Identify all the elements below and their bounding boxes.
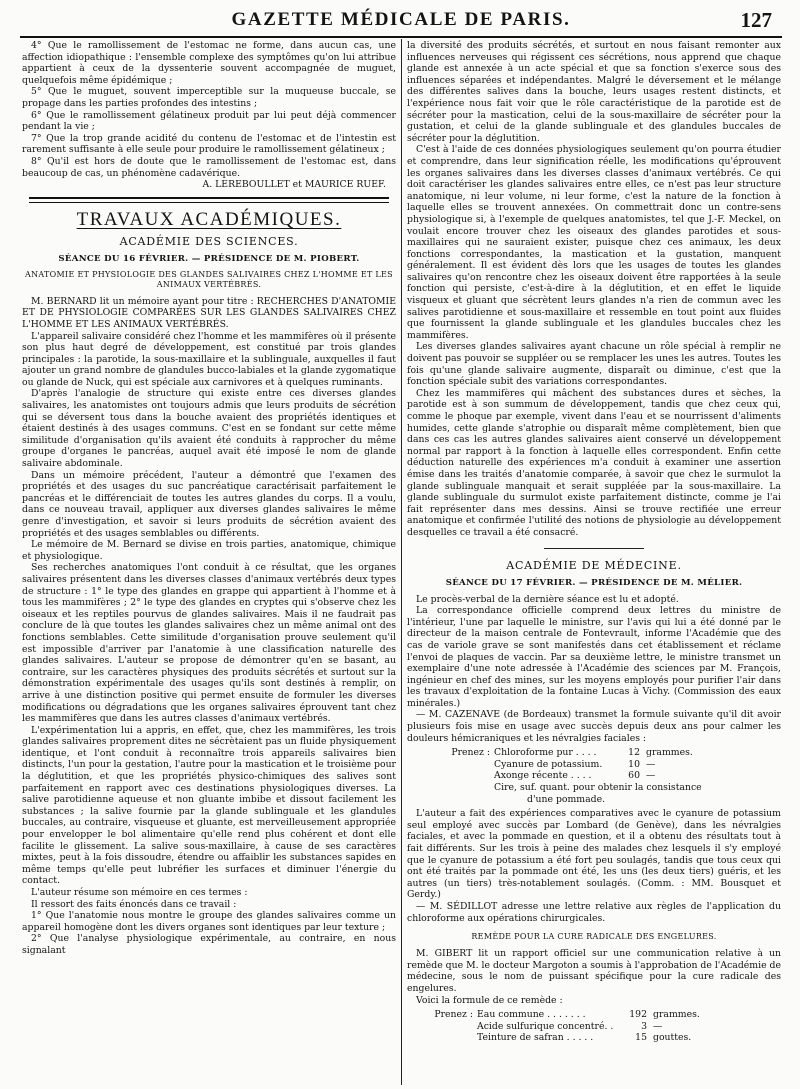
paragraph: Les diverses glandes salivaires ayant chacune un rôle spécial à remplir ne doivent pas pouvoir se suppléer ou se remplacer les unes les autres. Toutes les fois qu'une glande salivaire augmente, disparaît ou diminue, c'est que la fonction spéciale subit des variations correspondantes. [407,341,781,388]
formula-row [407,759,781,771]
remedy-formula [407,1009,781,1044]
left-column [22,40,396,1086]
paragraph: Ses recherches anatomiques l'ont conduit à ce résultat, que les organes salivaires présentent dans les diverses classes d'animaux vertébrés deux types de structure : 1° le type des glandes en grappe qui appartient à l'homme et à tous les mammifères ; 2° le type des glandes en cryptes qui s'observe chez les oiseaux et les reptiles pourvus de glandes salivaires. Mais il ne faudrait pas conclure de là que toutes les glandes salivaires chez un même animal ont des fonctions semblables. Cette similitude d'organisation prouve seulement qu'il est impossible d'arriver par l'anatomie à une classification naturelle des glandes salivaires. L'auteur se propose de démontrer qu'en se basant, au contraire, sur les caractères physiques des produits sécrétés et surtout sur la démonstration expérimentale des usages qu'ils sont destinés à remplir, on arrive à une distinction positive qui permet ensuite de formuler les diverses modifications ou dégradations que les organes salivaires éprouvent tant chez les mammifères que dans les autres classes d'animaux vertébrés. [22,562,396,725]
formula-unit: — [646,758,656,770]
paragraph: la diversité des produits sécrétés, et surtout en nous faisant remonter aux influences nerveuses qui régissent ces sécrétions, nous apprend que chaque glande est annexée à un acte spécial et que sa fonction s'exerce sous des influences séparées et indépendantes. Malgré le déversement et le mélange des différentes salives dans la bouche, leurs usages restent distincts, et l'expérience nous fait voir que le rôle caractéristique de la parotide est de sécréter pour la mastication, celui de la sous-maxillaire de sécréter pour la gustation, et celui de la glande sublinguale et des glandules buccales de sécréter pour la déglutition. [407,40,781,144]
paragraph: 1° Que l'anatomie nous montre le groupe des glandes salivaires comme un appareil homogène dont les divers organes sont identiques par leur texture ; [22,910,396,933]
paragraph: Dans un mémoire précédent, l'auteur a démontré que l'examen des propriétés et des usages du suc pancréatique caractérisait parfaitement le pancréas et le différenciait de toutes les autres glandes du corps. Il a voulu, dans ce nouveau travail, appliquer aux diverses glandes salivaires le même genre d'investigation, et savoir si leurs produits de sécrétion avaient des propriétés et des usages semblables ou différents. [22,469,396,539]
right-column [407,40,781,1086]
subject-heading: ANATOMIE ET PHYSIOLOGIE DES GLANDES SALIVAIRES CHEZ L'HOMME ET LES ANIMAUX VERTÉBRÉS. [25,269,393,289]
seance-heading: SÉANCE DU 16 FÉVRIER. — PRÉSIDENCE DE M. PIOBERT. [58,253,360,264]
formula-unit: gouttes. [653,1032,692,1044]
formula-note: d'une pommade. [527,793,606,805]
section-title: TRAVAUX ACADÉMIQUES. [76,208,342,230]
paragraph: — M. CAZENAVE (de Bordeaux) transmet la formule suivante qu'il dit avoir plusieurs fois mise en usage avec succès depuis deux ans pour calmer les douleurs hémicraniques et les névralgies faciales : [407,709,781,744]
formula-unit: grammes. [653,1009,700,1021]
formula-quantity: 10 [628,758,640,770]
formula-row [407,770,781,782]
column-rule [401,39,402,1085]
formula-lead: Prenez : [451,747,490,759]
paragraph: M. GIBERT lit un rapport officiel sur une communication relative à un remède que M. le docteur Margoton a soumis à l'approbation de l'Académie de médecine, sous le nom de puissant spécifique pour la cure radicale des engelures. [407,948,781,994]
paragraph: Le mémoire de M. Bernard se divise en trois parties, anatomique, chimique et physiologique. [22,539,396,562]
formula-row [407,747,781,759]
paragraph: L'appareil salivaire considéré chez l'homme et les mammifères où il présente son plus haut degré de développement, est constitué par trois glandes principales : la parotide, la sous-maxillaire et la sublinguale, auxquelles il faut ajouter un grand nombre de glandules bucco-labiales et la glande zygomatique ou glande de Nuck, qui est spéciale aux carnivores et à quelques ruminants. [22,330,396,388]
page-number: 127 [740,8,772,32]
paragraph: Il ressort des faits énoncés dans ce travail : [31,898,237,910]
formula-ingredient: Chloroforme pur . . . . [494,747,597,759]
formula-quantity: 15 [635,1032,647,1044]
academy-heading: ACADÉMIE DES SCIENCES. [119,234,299,248]
paragraph: D'après l'analogie de structure qui existe entre ces diverses glandes salivaires, les anatomistes ont toujours admis que leurs produits de sécrétion qui se déversent tous dans la bouche avaient des propriétés identiques et étaient destinés à des usages communs. C'est en se fondant sur cette même similitude d'organisation qu'ils avaient été conduits à rapprocher du même groupe d'organes le pancréas, auquel avait été imposé le nom de glande salivaire abdominale. [22,388,396,470]
section-divider [544,548,644,549]
paragraph: L'auteur résume son mémoire en ces termes : [31,887,248,898]
conclusion-item: 5° Que le muguet, souvent imperceptible sur la muqueuse buccale, se propage dans les parties profondes des intestins ; [22,86,396,109]
formula-quantity: 192 [629,1009,647,1021]
formula-row [407,1009,781,1021]
paragraph: La correspondance officielle comprend deux lettres du ministre de l'intérieur, l'une par laquelle le ministre, sur l'avis qui lui a été donné par le directeur de la maison centrale de Fontevrault, informe l'Académie que des cas de variole grave se sont manifestés dans cet établissement et réclame l'envoi de plaques de vaccin. Par sa deuxième lettre, le ministre transmet un exemplaire d'une note adressée à l'Académie des sciences par M. François, ingénieur en chef des mines, sur les moyens employés pour purifier l'air dans les travaux d'exploitation de la fontaine Lucas à Vichy. (Commission des eaux minérales.) [407,605,781,709]
paragraph: 2° Que l'analyse physiologique expérimentale, au contraire, en nous signalant [22,933,396,956]
conclusion-item: 4° Que le ramollissement de l'estomac ne forme, dans aucun cas, une affection idiopathique : l'ensemble complexe des symptômes qu'on lui attribue appartient à ceux de la dyssenterie souvent accompagnée de muguet, quelquefois même épidémique ; [22,40,396,86]
paragraph: Le procès-verbal de la dernière séance est lu et adopté. [416,593,679,605]
page-header [24,6,778,34]
formula-quantity: 12 [628,747,640,759]
conclusion-item: 7° Que la trop grande acidité du contenu de l'estomac et de l'intestin est rarement suffisante à elle seule pour produire le ramollissement gélatineux ; [22,132,396,156]
subject-heading: REMÈDE POUR LA CURE RADICALE DES ENGELURES. [471,932,717,942]
section-divider [29,197,388,203]
formula-ingredient: Axonge récente . . . . [494,770,592,782]
prescription-formula [407,747,781,805]
formula-ingredient: Eau commune . . . . . . . [477,1009,586,1021]
conclusion-item: 8° Qu'il est hors de doute que le ramollissement de l'estomac est, dans beaucoup de cas, un phénomène cadavérique. [22,155,396,179]
formula-ingredient: Teinture de safran . . . . . [477,1032,594,1044]
journal-title: GAZETTE MÉDICALE DE PARIS. [231,9,571,30]
formula-row [407,1021,781,1033]
conclusion-item: 6° Que le ramollissement gélatineux produit par lui peut déjà commencer pendant la vie ; [22,109,396,133]
academy-heading: ACADÉMIE DE MÉDECINE. [506,558,682,572]
formula-quantity: 60 [628,770,640,782]
seance-heading: SÉANCE DU 17 FÉVRIER. — PRÉSIDENCE DE M. MÉLIER. [445,577,743,588]
formula-note: Cire, suf. quant. pour obtenir la consistance [494,782,702,794]
formula-quantity: 3 [641,1020,647,1032]
formula-lead: Prenez : [434,1009,473,1021]
formula-row [407,1032,781,1044]
paragraph: — M. SÉDILLOT adresse une lettre relative aux règles de l'application du chloroforme aux opérations chirurgicales. [407,900,781,924]
paragraph: L'expérimentation lui a appris, en effet, que, chez les mammifères, les trois glandes salivaires proprement dites ne sécrètaient pas un fluide physiquement identique, et l'ont conduit à reconnaître trois appareils salivaires bien distincts, l'un pour la gestation, l'autre pour la mastication et le troisième pour la déglutition, et que les propriétés physico-chimiques des salives sont parfaitement en rapport avec ces destinations physiologiques diverses. La salive parotidienne aqueuse et non gluante imbibe et dissout facilement les substances ; la salive fournie par la glande sublinguale et les glandules buccales, au contraire, visqueuse et gluante, est merveilleusement appropriée pour envelopper le bol alimentaire qu'elle rend plus cohérent et dont elle facilite le glissement. La salive sous-maxillaire, à cause de ses caractères mixtes, peut à la fois dissoudre, étendre ou affaiblir les substances sapides en même temps qu'elle peut lubréfier les surfaces et diminuer l'énergie du contact. [22,724,396,887]
paragraph: Voici la formule de ce remède : [416,994,563,1006]
formula-unit: — [653,1020,663,1032]
paragraph: L'auteur a fait des expériences comparatives avec le cyanure de potassium seul employé avec succès par Lombard (de Genève), dans les névralgies faciales, et avec la pommade en question, et il a obtenu des résultats tout à fait différents. Sur les trois à peine des malades chez lesquels il s'y employé que le cyanure de potassium a été fort peu soulagés, tandis que tous ceux qui ont été traités par la pommade ont été, les uns (les deux tiers) guéris, et les autres (un tiers) très-notablement soulagés. (Comm. : MM. Bousquet et Gerdy.) [407,808,781,901]
article-signature: A. LEREBOULLET et MAURICE RUEF. [202,179,386,191]
formula-ingredient: Acide sulfurique concentré. . [477,1020,614,1032]
formula-ingredient: Cyanure de potassium. [494,758,603,770]
paragraph: M. BERNARD lit un mémoire ayant pour titre : RECHERCHES D'ANATOMIE ET DE PHYSIOLOGIE COMPARÉES SUR LES GLANDES SALIVAIRES CHEZ L'HOMME ET LES ANIMAUX VERTÉBRÉS. [22,295,396,330]
paragraph: Chez les mammifères qui mâchent des substances dures et sèches, la parotide est à son summum de développement, tandis que chez ceux qui, comme le phoque par exemple, vivent dans l'eau et se nourrissent d'aliments humides, cette glande s'atrophie ou disparaît même complètement, bien que dans ces cas les autres glandes salivaires aient conservé un développement normal par rapport à la fonction à laquelle elles correspondent. Enfin cette déduction naturelle des expériences m'a conduit à examiner une assertion émise dans les traités d'anatomie comparée, à savoir que chez le surmulot la glande sublinguale manquait et serait suppléée par la sous-maxillaire. La glande sublinguale du surmulot existe parfaitement distincte, comme je l'ai fait représenter dans mes dessins. Ainsi se trouve rectifiée une erreur anatomique et confirmée l'utilité des notions de physiologie au développement desquelles ce travail a été consacré. [407,387,781,538]
formula-unit: — [646,770,656,782]
formula-unit: grammes. [646,747,693,759]
header-rule [20,36,782,38]
paragraph: C'est à l'aide de ces données physiologiques seulement qu'on pourra étudier et comprendre, dans leur signification réelle, les modifications qu'éprouvent les organes salivaires dans les diverses classes d'animaux vertébrés. Ce qui doit caractériser les glandes salivaires entre elles, ce n'est pas leur structure anatomique, ni leur volume, ni leur forme, c'est la nature de la fonction à laquelle elles se trouvent annexées. On commettrait donc un contre-sens physiologique si, à l'exemple de quelques anatomistes, tel que J.-F. Meckel, on voulait encore trouver chez les oiseaux des glandes parotides et sous-maxillaires qui ne sauraient exister, puisque chez ces animaux, les deux fonctions correspondantes, la mastication et la gustation, manquent généralement. Il est évident dès lors que les usages de toutes les glandes salivaires qu'on rencontre chez les oiseaux doivent être rapportées à la seule fonction qui persiste, c'est-à-dire à la déglutition, et en effet le liquide visqueux et gluant que sécrètent leurs glandes n'a rien de commun avec les salives parotidienne et sous-maxillaire et ressemble en tout point aux fluides que fournissent la glande sublinguale et les glandules buccales chez les mammifères. [407,144,781,341]
